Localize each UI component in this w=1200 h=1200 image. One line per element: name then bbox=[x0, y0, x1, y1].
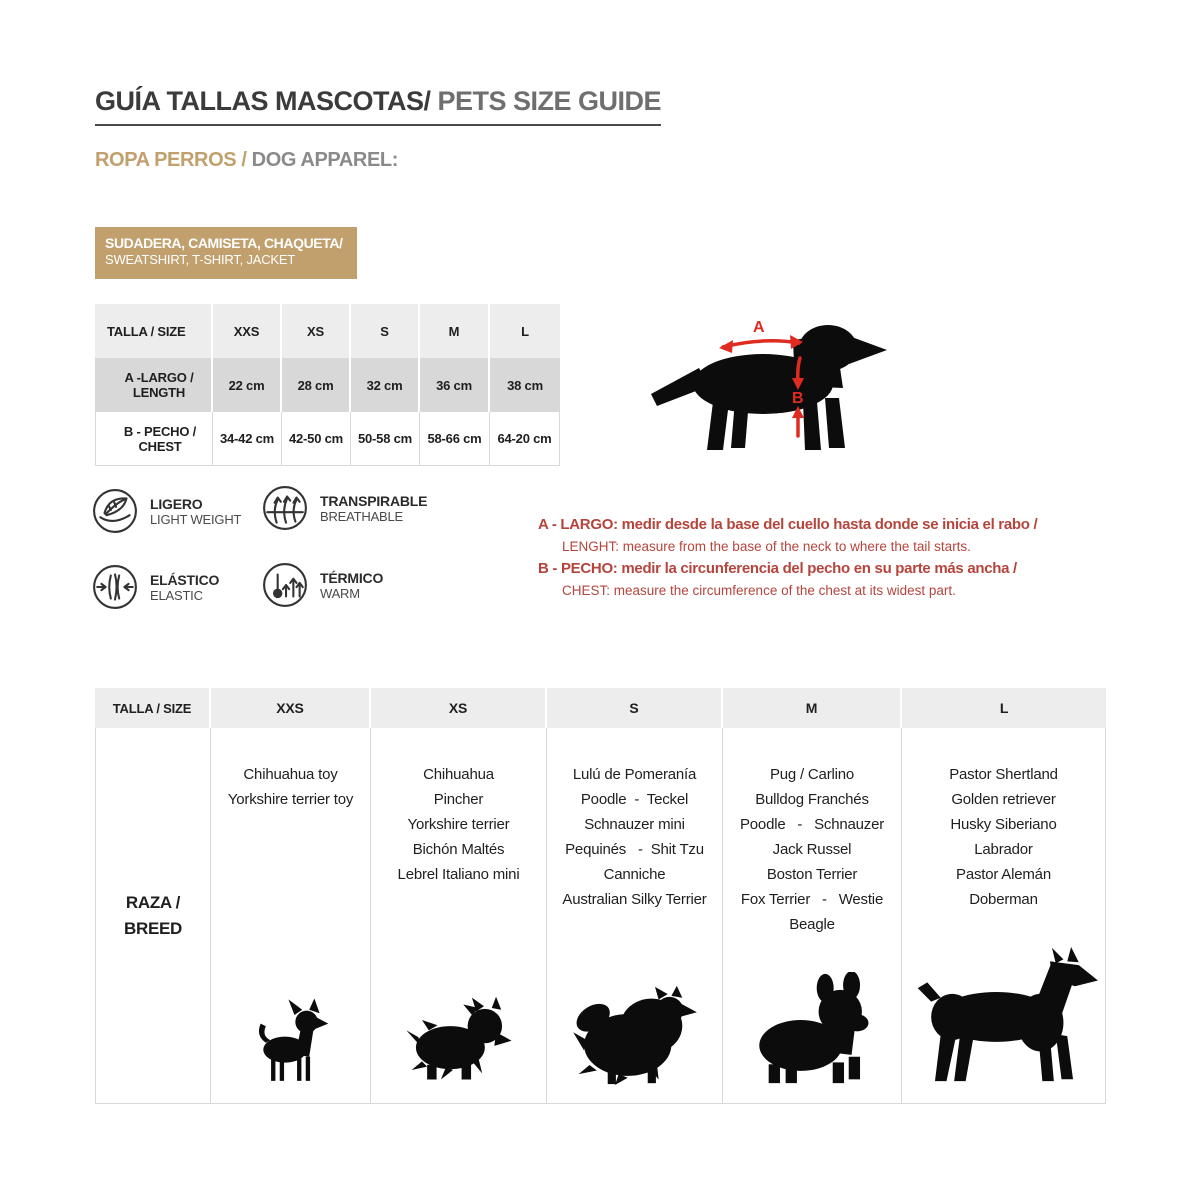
french-bulldog-silhouette-icon bbox=[746, 972, 878, 1085]
feature-elastic-es: ELÁSTICO bbox=[150, 571, 220, 588]
measure-dog-silhouette-icon bbox=[635, 306, 895, 456]
feature-warm-es: TÉRMICO bbox=[320, 569, 384, 586]
category-banner-line2: SWEATSHIRT, T-SHIRT, JACKET bbox=[105, 252, 296, 268]
breed-list-xs bbox=[398, 728, 520, 887]
breed-item: Beagle bbox=[789, 916, 835, 933]
breed-header-label: TALLA / SIZE bbox=[95, 688, 211, 728]
breed-item: Pug / Carlino bbox=[769, 766, 855, 783]
page-subtitle-en: DOG APPAREL: bbox=[251, 149, 398, 171]
page-subtitle bbox=[95, 149, 398, 172]
length-s: 32 cm bbox=[351, 358, 420, 412]
elastic-icon bbox=[92, 564, 138, 610]
note-length-en: LENGHT: measure from the base of the neck to where the tail starts. bbox=[562, 539, 971, 554]
length-row-label: A -LARGO / LENGTH bbox=[95, 358, 213, 412]
feature-lightweight-en: LIGHT WEIGHT bbox=[150, 511, 242, 527]
thermometer-icon bbox=[262, 562, 308, 608]
breed-item: Chihuahua bbox=[423, 766, 494, 783]
length-m: 36 cm bbox=[420, 358, 490, 412]
length-xs: 28 cm bbox=[282, 358, 351, 412]
page-subtitle-es: ROPA PERROS / bbox=[95, 149, 252, 171]
feature-breathable bbox=[262, 485, 427, 531]
feature-warm-en: WARM bbox=[320, 585, 360, 601]
breed-list-l bbox=[949, 728, 1058, 912]
chest-row-label: B - PECHO / CHEST bbox=[95, 412, 213, 466]
feature-lightweight-es: LIGERO bbox=[150, 495, 203, 512]
breed-item: Lulú de Pomeranía bbox=[572, 766, 697, 783]
size-table-header-s: S bbox=[351, 304, 420, 358]
chest-s: 50-58 cm bbox=[351, 412, 420, 466]
arrow-a bbox=[719, 319, 803, 353]
breed-column-xxs bbox=[211, 728, 371, 1104]
breed-list-s bbox=[562, 728, 706, 912]
breed-item: Fox Terrier - Westie bbox=[740, 891, 884, 908]
size-table-header-l: L bbox=[490, 304, 560, 358]
chest-xs: 42-50 cm bbox=[282, 412, 351, 466]
breed-item: Canniche bbox=[603, 866, 666, 883]
size-table-header-m: M bbox=[420, 304, 490, 358]
breed-item: Australian Silky Terrier bbox=[562, 891, 707, 908]
size-table-header-label: TALLA / SIZE bbox=[95, 304, 213, 358]
length-xxs: 22 cm bbox=[213, 358, 282, 412]
breed-table bbox=[95, 688, 1106, 1104]
breed-header-xs: XS bbox=[371, 688, 547, 728]
page-title-en: PETS SIZE GUIDE bbox=[430, 86, 662, 116]
breed-item: Yorkshire terrier bbox=[407, 816, 510, 833]
breed-item: Poodle - Teckel bbox=[580, 791, 689, 808]
breed-item: Pastor Shertland bbox=[949, 766, 1058, 783]
feature-elastic bbox=[92, 564, 219, 610]
note-chest-es: B - PECHO: medir la circunferencia del pecho en su parte más ancha / bbox=[538, 560, 1017, 577]
chest-l: 64-20 cm bbox=[490, 412, 560, 466]
breed-item: Yorkshire terrier toy bbox=[227, 791, 354, 808]
breathable-icon bbox=[262, 485, 308, 531]
breed-column-xs bbox=[371, 728, 547, 1104]
note-length-es: A - LARGO: medir desde la base del cuello hasta donde se inicia el rabo / bbox=[538, 516, 1038, 533]
feature-breathable-es: TRANSPIRABLE bbox=[320, 492, 428, 509]
size-table bbox=[95, 304, 560, 466]
category-banner bbox=[95, 227, 357, 279]
breed-row-label-es: RAZA / bbox=[125, 893, 181, 912]
feather-hand-icon bbox=[92, 488, 138, 534]
breed-item: Poodle - Schnauzer bbox=[739, 816, 885, 833]
breed-item: Labrador bbox=[974, 841, 1033, 858]
size-table-header-xxs: XXS bbox=[213, 304, 282, 358]
breed-item: Doberman bbox=[969, 891, 1038, 908]
size-table-header-xs: XS bbox=[282, 304, 351, 358]
breed-item: Husky Siberiano bbox=[950, 816, 1057, 833]
breed-item: Lebrel Italiano mini bbox=[397, 866, 520, 883]
breed-item: Bichón Maltés bbox=[412, 841, 505, 858]
breed-item: Jack Russel bbox=[772, 841, 852, 858]
chest-xxs: 34-42 cm bbox=[213, 412, 282, 466]
breed-column-l bbox=[902, 728, 1106, 1104]
breed-column-s bbox=[547, 728, 723, 1104]
breed-item: Boston Terrier bbox=[766, 866, 858, 883]
breed-item: Chihuahua toy bbox=[243, 766, 338, 783]
feature-breathable-en: BREATHABLE bbox=[320, 508, 404, 524]
breed-header-l: L bbox=[902, 688, 1106, 728]
breed-item: Bulldog Franchés bbox=[755, 791, 869, 808]
chest-m: 58-66 cm bbox=[420, 412, 490, 466]
measurement-diagram bbox=[635, 306, 895, 461]
yorkshire-silhouette-icon bbox=[403, 993, 515, 1085]
breed-header-xxs: XXS bbox=[211, 688, 371, 728]
measuring-notes bbox=[538, 514, 1038, 602]
note-chest-en: CHEST: measure the circumference of the chest at its widest part. bbox=[562, 583, 956, 598]
pomeranian-silhouette-icon bbox=[571, 985, 699, 1085]
breed-item: Pastor Alemán bbox=[956, 866, 1051, 883]
category-banner-line1: SUDADERA, CAMISETA, CHAQUETA/ bbox=[105, 235, 343, 251]
feature-warm bbox=[262, 562, 383, 608]
doberman-silhouette-icon bbox=[908, 946, 1100, 1085]
feature-elastic-en: ELASTIC bbox=[150, 587, 203, 603]
breed-header-s: S bbox=[547, 688, 723, 728]
label-a: A bbox=[753, 319, 765, 336]
page-title bbox=[95, 86, 661, 126]
breed-item: Pequinés - Shit Tzu bbox=[565, 841, 704, 858]
label-b: B bbox=[792, 390, 804, 407]
breed-header-m: M bbox=[723, 688, 902, 728]
breed-item: Golden retriever bbox=[951, 791, 1056, 808]
breed-row-label bbox=[95, 728, 211, 1104]
breed-list-xxs bbox=[228, 728, 353, 812]
page-title-es: GUÍA TALLAS MASCOTAS/ bbox=[95, 86, 431, 116]
breed-column-m bbox=[723, 728, 902, 1104]
breed-row-label-en: BREED bbox=[123, 918, 182, 938]
breed-item: Pincher bbox=[433, 791, 484, 808]
chihuahua-silhouette-icon bbox=[252, 997, 330, 1085]
feature-lightweight bbox=[92, 488, 241, 534]
length-l: 38 cm bbox=[490, 358, 560, 412]
breed-list-m bbox=[740, 728, 884, 937]
breed-item: Schnauzer mini bbox=[584, 816, 685, 833]
